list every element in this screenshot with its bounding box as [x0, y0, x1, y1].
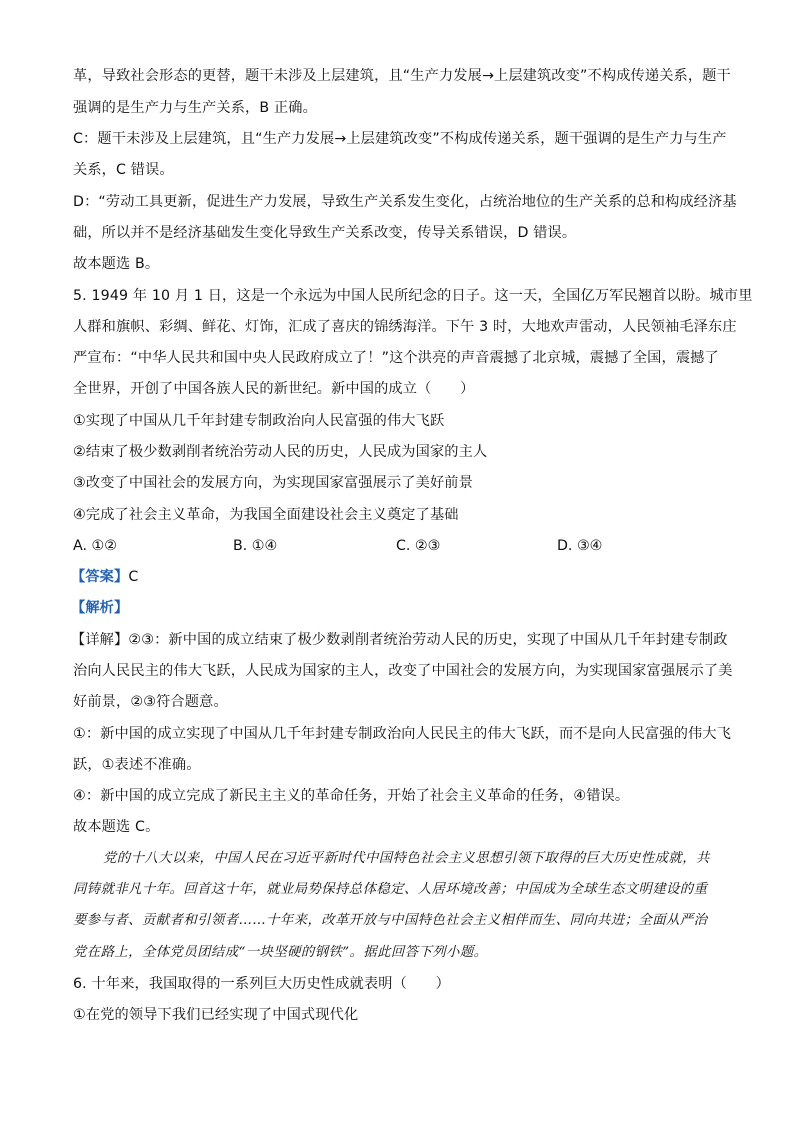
q5-analysis-heading [71, 598, 128, 618]
q5-statement: ②结束了极少数剥削者统治劳动人民的历史，人民成为国家的主人 [73, 444, 488, 460]
q5-option-d: D. ③④ [557, 538, 603, 554]
q5-detail-line: ④：新中国的成立完成了新民主主义的革命任务，开始了社会主义革命的任务，④错误。 [73, 788, 630, 804]
q5-detail-line: ①：新中国的成立实现了中国从几千年封建专制政治向人民民主的伟大飞跃，而不是向人民富强的伟大飞 [73, 726, 732, 742]
q4-tail-line: 关系，C 错误。 [73, 162, 174, 178]
q4-tail-line: D：“劳动工具更新，促进生产力发展，导致生产关系发生变化，占统治地位的生产关系的总和构成经济基 [73, 194, 737, 210]
analysis-tag: 【解析】 [71, 600, 129, 616]
q5-stem-line: 严宣布：“中华人民共和国中央人民政府成立了！”这个洪亮的声音震撼了北京城，震撼了全国，震撼了 [73, 350, 719, 366]
answer-tag: 【答案】 [71, 569, 129, 585]
q5-answer [71, 567, 138, 587]
q6-stem: 6. 十年来，我国取得的一系列巨大历史性成就表明（ ） [73, 976, 450, 992]
q5-detail-line: 治向人民民主的伟大飞跃，人民成为国家的主人，改变了中国社会的发展方向，为实现国家富强展示了美 [73, 663, 733, 679]
q4-conclusion: 故本题选 B。 [73, 256, 160, 272]
detail-tag: 【详解】 [71, 632, 129, 648]
q5-detail-line [71, 630, 728, 650]
detail-text: ②③：新中国的成立结束了极少数剥削者统治劳动人民的历史，实现了中国从几千年封建专制政 [128, 632, 728, 648]
passage-line: 要参与者、贡献者和引领者……十年来，改革开放与中国特色社会主义相伴而生、同向共进；全面从严治 [73, 913, 708, 928]
q4-tail-line: 强调的是生产力与生产关系，B 正确。 [73, 100, 317, 116]
q5-option-a: A. ①② [73, 538, 117, 554]
q5-stem-line: 5. 1949 年 10 月 1 日，这是一个永远为中国人民所纪念的日子。这一天，全国亿万军民翘首以盼。城市里 [73, 288, 753, 304]
q4-tail-line: 革，导致社会形态的更替，题干未涉及上层建筑，且“生产力发展→上层建筑改变”不构成传递关系，题干 [73, 68, 731, 84]
q5-detail-line: 好前景，②③符合题意。 [73, 694, 228, 710]
q5-option-b: B. ①④ [233, 538, 278, 554]
q5-stem-line: 人群和旗帜、彩绸、鲜花、灯饰，汇成了喜庆的锦绣海洋。下午 3 时，大地欢声雷动，人民领袖毛泽东庄 [73, 319, 737, 335]
q4-tail-line: 础，所以并不是经济基础发生变化导致生产关系改变，传导关系错误，D 错误。 [73, 225, 577, 241]
q5-option-c: C. ②③ [396, 538, 441, 554]
passage-line: 党在路上，全体党员团结成“一块坚硬的钢铁”。据此回答下列小题。 [73, 945, 488, 960]
q5-stem-line: 全世界，开创了中国各族人民的新世纪。新中国的成立（ ） [73, 381, 475, 397]
q6-statement: ①在党的领导下我们已经实现了中国式现代化 [73, 1007, 359, 1023]
q5-statement: ③改变了中国社会的发展方向，为实现国家富强展示了美好前景 [73, 475, 473, 491]
q5-conclusion: 故本题选 C。 [73, 819, 160, 835]
answer-value: C [128, 569, 139, 585]
q5-statement: ④完成了社会主义革命，为我国全面建设社会主义奠定了基础 [73, 507, 459, 523]
q5-statement: ①实现了中国从几千年封建专制政治向人民富强的伟大飞跃 [73, 413, 445, 429]
q5-detail-line: 跃，①表述不准确。 [73, 757, 201, 773]
passage-line: 党的十八大以来，中国人民在习近平新时代中国特色社会主义思想引领下取得的巨大历史性成就，共 [103, 851, 710, 866]
passage-line: 同铸就非凡十年。回首这十年，就业局势保持总体稳定、人居环境改善；中国成为全球生态文明建设的重 [73, 882, 708, 897]
q4-tail-line: C：题干未涉及上层建筑，且“生产力发展→上层建筑改变”不构成传递关系，题干强调的是生产力与生产 [73, 131, 727, 147]
